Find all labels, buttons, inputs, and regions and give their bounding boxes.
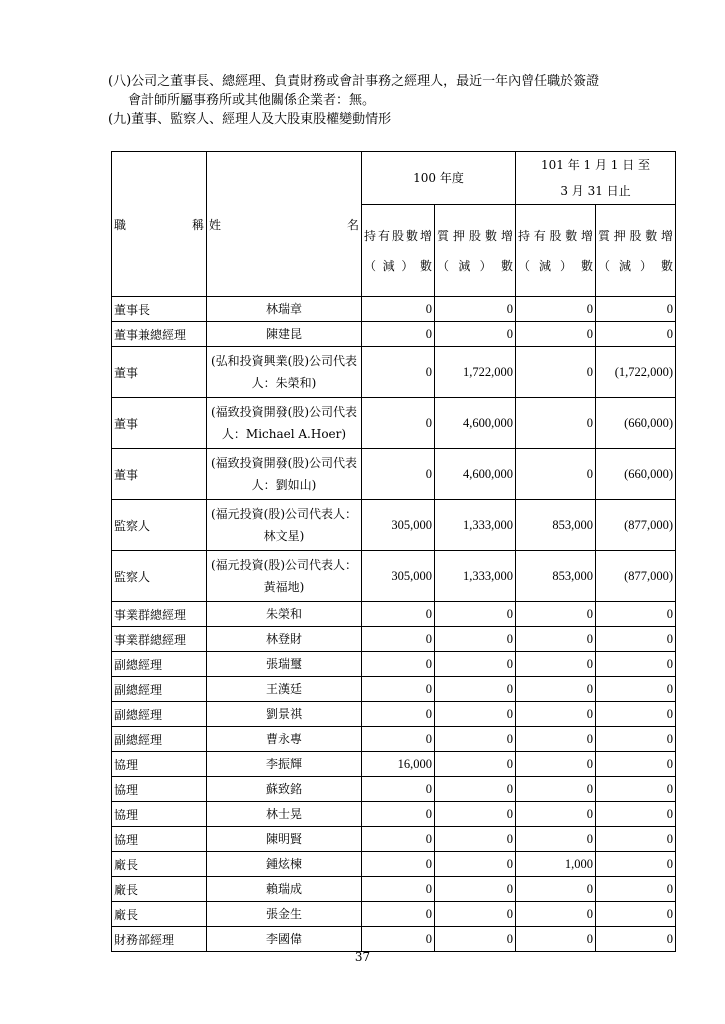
- row-value-3: 0: [516, 877, 596, 902]
- row-value-4: 0: [596, 802, 676, 827]
- row-name: 林登財: [207, 627, 362, 652]
- row-value-3: 0: [516, 827, 596, 852]
- row-value-3: 0: [516, 902, 596, 927]
- row-value-3: 0: [516, 602, 596, 627]
- table-row: [112, 777, 676, 802]
- table-row: [112, 752, 676, 777]
- row-value-4: 0: [596, 627, 676, 652]
- row-title: 協理: [112, 827, 207, 852]
- row-value-2: 0: [435, 802, 516, 827]
- row-value-2: 0: [435, 652, 516, 677]
- table-row: [112, 877, 676, 902]
- row-value-1: 0: [362, 652, 435, 677]
- row-title: 董事: [112, 347, 207, 398]
- header-name-cell: [207, 152, 362, 297]
- row-value-3: 0: [516, 398, 596, 449]
- row-value-2: 1,333,000: [435, 551, 516, 602]
- table-row: [112, 652, 676, 677]
- table-row: [112, 500, 676, 551]
- row-value-4: (660,000): [596, 398, 676, 449]
- row-value-1: 0: [362, 297, 435, 322]
- header-name-a: 姓: [209, 217, 222, 232]
- row-name: 林士晃: [207, 802, 362, 827]
- row-value-4: 0: [596, 727, 676, 752]
- row-name: 朱榮和: [207, 602, 362, 627]
- row-title: 事業群總經理: [112, 602, 207, 627]
- header-col-3: 持有股數增（減）數: [516, 205, 596, 297]
- row-value-4: 0: [596, 702, 676, 727]
- row-name: 曹永專: [207, 727, 362, 752]
- row-title: 廠長: [112, 902, 207, 927]
- table-row: [112, 827, 676, 852]
- table-row: [112, 347, 676, 398]
- row-value-2: 1,333,000: [435, 500, 516, 551]
- table-row: [112, 551, 676, 602]
- row-value-1: 0: [362, 927, 435, 952]
- row-value-1: 0: [362, 449, 435, 500]
- row-value-3: 0: [516, 322, 596, 347]
- header-row-1: [112, 152, 676, 205]
- row-value-3: 0: [516, 627, 596, 652]
- row-value-4: 0: [596, 652, 676, 677]
- header-period-2-line-1: 101 年 1 月 1 日 至: [540, 158, 651, 172]
- table-row: [112, 627, 676, 652]
- row-value-4: 0: [596, 827, 676, 852]
- row-value-2: 0: [435, 752, 516, 777]
- header-title-cell: [112, 152, 207, 297]
- row-value-1: 305,000: [362, 500, 435, 551]
- row-value-3: 0: [516, 652, 596, 677]
- row-value-2: 0: [435, 297, 516, 322]
- header-title-b: 稱: [191, 217, 204, 232]
- row-title: 副總經理: [112, 652, 207, 677]
- row-value-3: 0: [516, 297, 596, 322]
- row-value-3: 0: [516, 927, 596, 952]
- row-name: 賴瑞成: [207, 877, 362, 902]
- row-value-2: 1,722,000: [435, 347, 516, 398]
- row-value-4: 0: [596, 677, 676, 702]
- row-title: 董事: [112, 398, 207, 449]
- row-value-2: 0: [435, 627, 516, 652]
- row-name: 王漢廷: [207, 677, 362, 702]
- row-value-4: 0: [596, 852, 676, 877]
- page-number: 37: [354, 950, 371, 964]
- row-value-1: 0: [362, 827, 435, 852]
- row-value-1: 0: [362, 877, 435, 902]
- row-value-1: 0: [362, 347, 435, 398]
- header-col-2: 質押股數增（減）數: [435, 205, 516, 297]
- row-value-4: 0: [596, 602, 676, 627]
- row-title: 副總經理: [112, 677, 207, 702]
- row-title: 協理: [112, 802, 207, 827]
- row-name: 張瑞璽: [207, 652, 362, 677]
- row-name: (福致投資開發(股)公司代表人：劉如山): [207, 449, 362, 500]
- row-value-2: 4,600,000: [435, 398, 516, 449]
- row-value-2: 0: [435, 322, 516, 347]
- table-row: [112, 602, 676, 627]
- row-value-2: 0: [435, 777, 516, 802]
- row-name: (弘和投資興業(股)公司代表人：朱榮和): [207, 347, 362, 398]
- table-row: [112, 449, 676, 500]
- row-value-4: 0: [596, 877, 676, 902]
- row-value-1: 0: [362, 627, 435, 652]
- row-value-1: 0: [362, 398, 435, 449]
- row-value-1: 0: [362, 727, 435, 752]
- row-value-1: 0: [362, 677, 435, 702]
- table-row: [112, 902, 676, 927]
- row-name: 陳明賢: [207, 827, 362, 852]
- row-title: 財務部經理: [112, 927, 207, 952]
- row-value-1: 0: [362, 322, 435, 347]
- row-name: 林瑞章: [207, 297, 362, 322]
- header-period-2: [516, 152, 676, 205]
- row-value-2: 4,600,000: [435, 449, 516, 500]
- intro-line-1: (八)公司之董事長、總經理、負責財務或會計事務之經理人，最近一年內曾任職於簽證: [108, 74, 600, 89]
- row-value-3: 0: [516, 777, 596, 802]
- row-title: 事業群總經理: [112, 627, 207, 652]
- row-title: 協理: [112, 752, 207, 777]
- row-value-3: 853,000: [516, 500, 596, 551]
- row-value-1: 0: [362, 702, 435, 727]
- table-row: [112, 677, 676, 702]
- row-value-3: 0: [516, 677, 596, 702]
- row-value-4: (877,000): [596, 551, 676, 602]
- row-value-1: 0: [362, 902, 435, 927]
- row-value-4: 0: [596, 777, 676, 802]
- row-value-2: 0: [435, 677, 516, 702]
- row-title: 副總經理: [112, 702, 207, 727]
- row-title: 監察人: [112, 500, 207, 551]
- row-value-3: 1,000: [516, 852, 596, 877]
- row-value-2: 0: [435, 827, 516, 852]
- table-row: [112, 852, 676, 877]
- row-value-2: 0: [435, 877, 516, 902]
- table-row: [112, 727, 676, 752]
- table-row: [112, 802, 676, 827]
- shareholding-change-table: [111, 151, 676, 952]
- row-name: (福致投資開發(股)公司代表人：Michael A.Hoer): [207, 398, 362, 449]
- header-period-2-line-2: 3 月 31 日止: [560, 184, 631, 198]
- header-name-b: 名: [346, 217, 359, 232]
- row-name: 劉景祺: [207, 702, 362, 727]
- intro-text: [108, 72, 688, 129]
- row-name: (福元投資(股)公司代表人：黃福地): [207, 551, 362, 602]
- header-title-a: 職: [114, 217, 127, 232]
- row-value-2: 0: [435, 602, 516, 627]
- row-value-4: 0: [596, 322, 676, 347]
- row-value-1: 0: [362, 777, 435, 802]
- row-title: 廠長: [112, 877, 207, 902]
- row-value-2: 0: [435, 902, 516, 927]
- row-name: 陳建昆: [207, 322, 362, 347]
- row-value-1: 0: [362, 602, 435, 627]
- row-title: 監察人: [112, 551, 207, 602]
- row-value-4: 0: [596, 297, 676, 322]
- row-value-4: 0: [596, 752, 676, 777]
- header-period-1: 100 年度: [362, 152, 516, 205]
- row-value-3: 0: [516, 347, 596, 398]
- row-value-1: 0: [362, 852, 435, 877]
- row-value-2: 0: [435, 852, 516, 877]
- table-row: [112, 702, 676, 727]
- row-value-3: 0: [516, 802, 596, 827]
- row-value-4: 0: [596, 927, 676, 952]
- row-value-2: 0: [435, 702, 516, 727]
- table-row: [112, 297, 676, 322]
- row-value-4: 0: [596, 902, 676, 927]
- row-value-3: 853,000: [516, 551, 596, 602]
- row-title: 董事長: [112, 297, 207, 322]
- row-title: 廠長: [112, 852, 207, 877]
- row-value-3: 0: [516, 727, 596, 752]
- row-value-1: 16,000: [362, 752, 435, 777]
- row-value-1: 0: [362, 802, 435, 827]
- table-row: [112, 398, 676, 449]
- row-name: (福元投資(股)公司代表人：林文星): [207, 500, 362, 551]
- row-value-1: 305,000: [362, 551, 435, 602]
- table-row: [112, 322, 676, 347]
- intro-line-3: (九)董事、監察人、經理人及大股東股權變動情形: [108, 112, 392, 127]
- row-value-3: 0: [516, 702, 596, 727]
- table-row: [112, 927, 676, 952]
- header-col-1: 持有股數增（減）數: [362, 205, 435, 297]
- row-name: 李振輝: [207, 752, 362, 777]
- row-value-3: 0: [516, 449, 596, 500]
- row-value-2: 0: [435, 727, 516, 752]
- row-value-2: 0: [435, 927, 516, 952]
- row-title: 副總經理: [112, 727, 207, 752]
- row-value-4: (877,000): [596, 500, 676, 551]
- row-name: 蘇致銘: [207, 777, 362, 802]
- row-value-4: (660,000): [596, 449, 676, 500]
- row-value-3: 0: [516, 752, 596, 777]
- row-name: 張金生: [207, 902, 362, 927]
- row-title: 董事: [112, 449, 207, 500]
- row-name: 李國偉: [207, 927, 362, 952]
- row-title: 董事兼總經理: [112, 322, 207, 347]
- row-name: 鍾炫楝: [207, 852, 362, 877]
- intro-line-2: 會計師所屬事務所或其他關係企業者：無。: [128, 93, 376, 108]
- row-title: 協理: [112, 777, 207, 802]
- header-col-4: 質押股數增（減）數: [596, 205, 676, 297]
- row-value-4: (1,722,000): [596, 347, 676, 398]
